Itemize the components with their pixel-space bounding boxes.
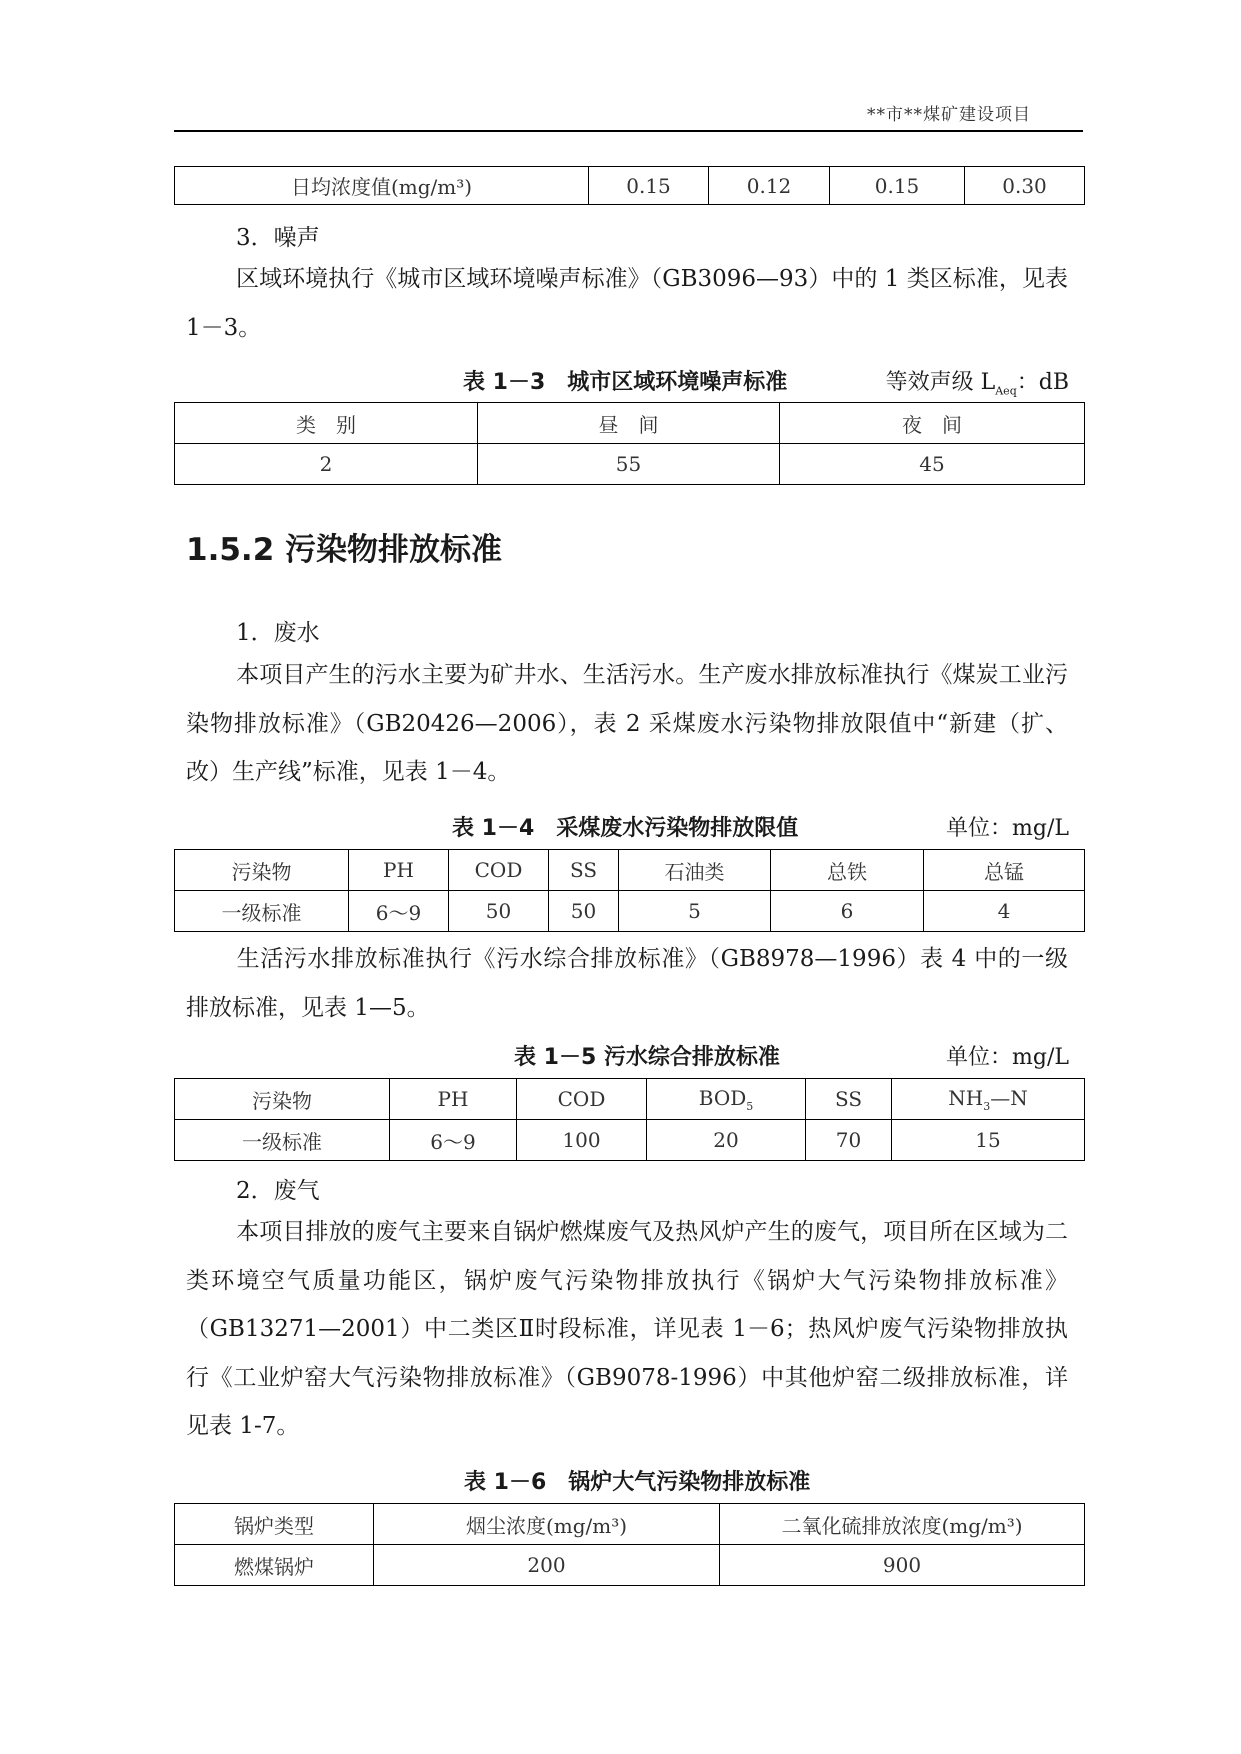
table-1-5-unit: 单位：mg/L — [946, 1045, 1069, 1070]
table-header-cell: 总锰 — [924, 850, 1085, 891]
table-row — [175, 1545, 1085, 1586]
domestic-sewage-paragraph-text: 生活污水排放标准执行《污水综合排放标准》（GB8978—1996）表 4 中的一级排放标准，见表 1—5。 — [186, 946, 1068, 1021]
table-cell: 一级标准 — [175, 1120, 390, 1161]
table-1-3-unit — [886, 365, 1069, 397]
table-cell: 15 — [892, 1120, 1085, 1161]
table-1-4-unit: 单位：mg/L — [946, 816, 1069, 841]
table-header-cell: 总铁 — [771, 850, 924, 891]
nh-suffix: —N — [990, 1085, 1028, 1110]
table-header-cell: 夜 间 — [780, 403, 1085, 444]
table-cell: 50 — [549, 891, 619, 932]
table-cell: 55 — [478, 444, 780, 485]
table-header-cell: 污染物 — [175, 1079, 390, 1120]
table-header-cell: 烟尘浓度(mg/m³) — [374, 1504, 720, 1545]
table-cell: 100 — [517, 1120, 647, 1161]
nh-subscript: 3 — [983, 1099, 991, 1113]
table-header-row — [175, 1079, 1085, 1120]
section-heading-1-5-2: 1.5.2 污染物排放标准 — [186, 532, 503, 568]
item-wastewater-heading: 1．废水 — [236, 620, 320, 646]
unit-subscript: Aeq — [995, 384, 1017, 398]
noise-paragraph — [186, 255, 1068, 352]
table-header-cell: PH — [390, 1079, 517, 1120]
table-header-cell — [892, 1079, 1085, 1120]
page-header-title: **市**煤矿建设项目 — [867, 105, 1031, 125]
table-cell: 200 — [374, 1545, 720, 1586]
exhaust-paragraph — [186, 1208, 1068, 1451]
table-header-cell: COD — [517, 1079, 647, 1120]
exhaust-paragraph-text: 本项目排放的废气主要来自锅炉燃煤废气及热风炉产生的废气，项目所在区域为二类环境空气质量功能区，锅炉废气污染物排放执行《锅炉大气污染物排放标准》（GB13271—2001）中二类区Ⅱ时段标准，详见表 1－6；热风炉废气污染物排放执行《工业炉窑大气污染物排放标准》（GB9078-1996）中其他炉窑二级排放标准，详见表 1-7。 — [186, 1219, 1068, 1439]
table-cell: 0.15 — [589, 167, 709, 205]
table-cell: 50 — [449, 891, 549, 932]
table-cell: 6～9 — [390, 1120, 517, 1161]
table-1-3 — [174, 402, 1085, 485]
table-header-cell: SS — [806, 1079, 892, 1120]
table-cell: 6～9 — [349, 891, 449, 932]
table-cell: 0.12 — [709, 167, 830, 205]
item-exhaust-heading: 2．废气 — [236, 1178, 320, 1204]
table-cell: 20 — [647, 1120, 806, 1161]
wastewater-paragraph — [186, 651, 1068, 797]
table-1-5-caption: 表 1－5 污水综合排放标准 — [514, 1045, 780, 1070]
table-row — [175, 1120, 1085, 1161]
noise-paragraph-text: 区域环境执行《城市区域环境噪声标准》（GB3096—93）中的 1 类区标准，见表 1－3。 — [186, 266, 1068, 341]
table-header-cell: 石油类 — [619, 850, 771, 891]
table-header-cell: COD — [449, 850, 549, 891]
table-cell: 5 — [619, 891, 771, 932]
table-header-cell: 污染物 — [175, 850, 349, 891]
table-header-cell: 类 别 — [175, 403, 478, 444]
table-header-row — [175, 850, 1085, 891]
table-cell: 900 — [720, 1545, 1085, 1586]
table-header-cell: 二氧化硫排放浓度(mg/m³) — [720, 1504, 1085, 1545]
table-cell: 0.30 — [965, 167, 1085, 205]
header-divider — [174, 130, 1083, 132]
table-1-5 — [174, 1078, 1085, 1161]
bod-subscript: 5 — [746, 1099, 754, 1113]
table-row — [175, 444, 1085, 485]
table-cell: 日均浓度值(mg/m³) — [175, 167, 589, 205]
table-header-cell: PH — [349, 850, 449, 891]
table-row — [175, 167, 1085, 205]
table-cell: 45 — [780, 444, 1085, 485]
table-header-cell: SS — [549, 850, 619, 891]
unit-prefix: 等效声级 L — [885, 370, 996, 395]
table-cell: 70 — [806, 1120, 892, 1161]
table-header-row — [175, 1504, 1085, 1545]
table-cell: 2 — [175, 444, 478, 485]
table-cell: 6 — [771, 891, 924, 932]
wastewater-paragraph-text: 本项目产生的污水主要为矿井水、生活污水。生产废水排放标准执行《煤炭工业污染物排放标准》（GB20426—2006），表 2 采煤废水污染物排放限值中“新建（扩、改）生产线”标准，见表 1－4。 — [186, 662, 1068, 785]
table-1-6 — [174, 1503, 1085, 1586]
table-cell: 燃煤锅炉 — [175, 1545, 374, 1586]
item-noise-heading: 3．噪声 — [236, 225, 320, 251]
table-header-cell: 锅炉类型 — [175, 1504, 374, 1545]
table-row — [175, 891, 1085, 932]
unit-suffix: ：dB — [1016, 370, 1069, 395]
table-cell: 一级标准 — [175, 891, 349, 932]
bod-label: BOD — [698, 1085, 747, 1110]
table-1-4 — [174, 849, 1085, 932]
table-header-cell: 昼 间 — [478, 403, 780, 444]
table-header-cell — [647, 1079, 806, 1120]
table-cell: 4 — [924, 891, 1085, 932]
table-1-4-caption: 表 1－4 采煤废水污染物排放限值 — [452, 816, 799, 841]
table-1-3-caption: 表 1－3 城市区域环境噪声标准 — [463, 370, 788, 395]
domestic-sewage-paragraph — [186, 935, 1068, 1032]
table-top-continuation — [174, 166, 1085, 205]
nh-label: NH — [948, 1085, 984, 1110]
table-1-6-caption: 表 1－6 锅炉大气污染物排放标准 — [464, 1470, 811, 1495]
table-header-row — [175, 403, 1085, 444]
table-cell: 0.15 — [830, 167, 965, 205]
